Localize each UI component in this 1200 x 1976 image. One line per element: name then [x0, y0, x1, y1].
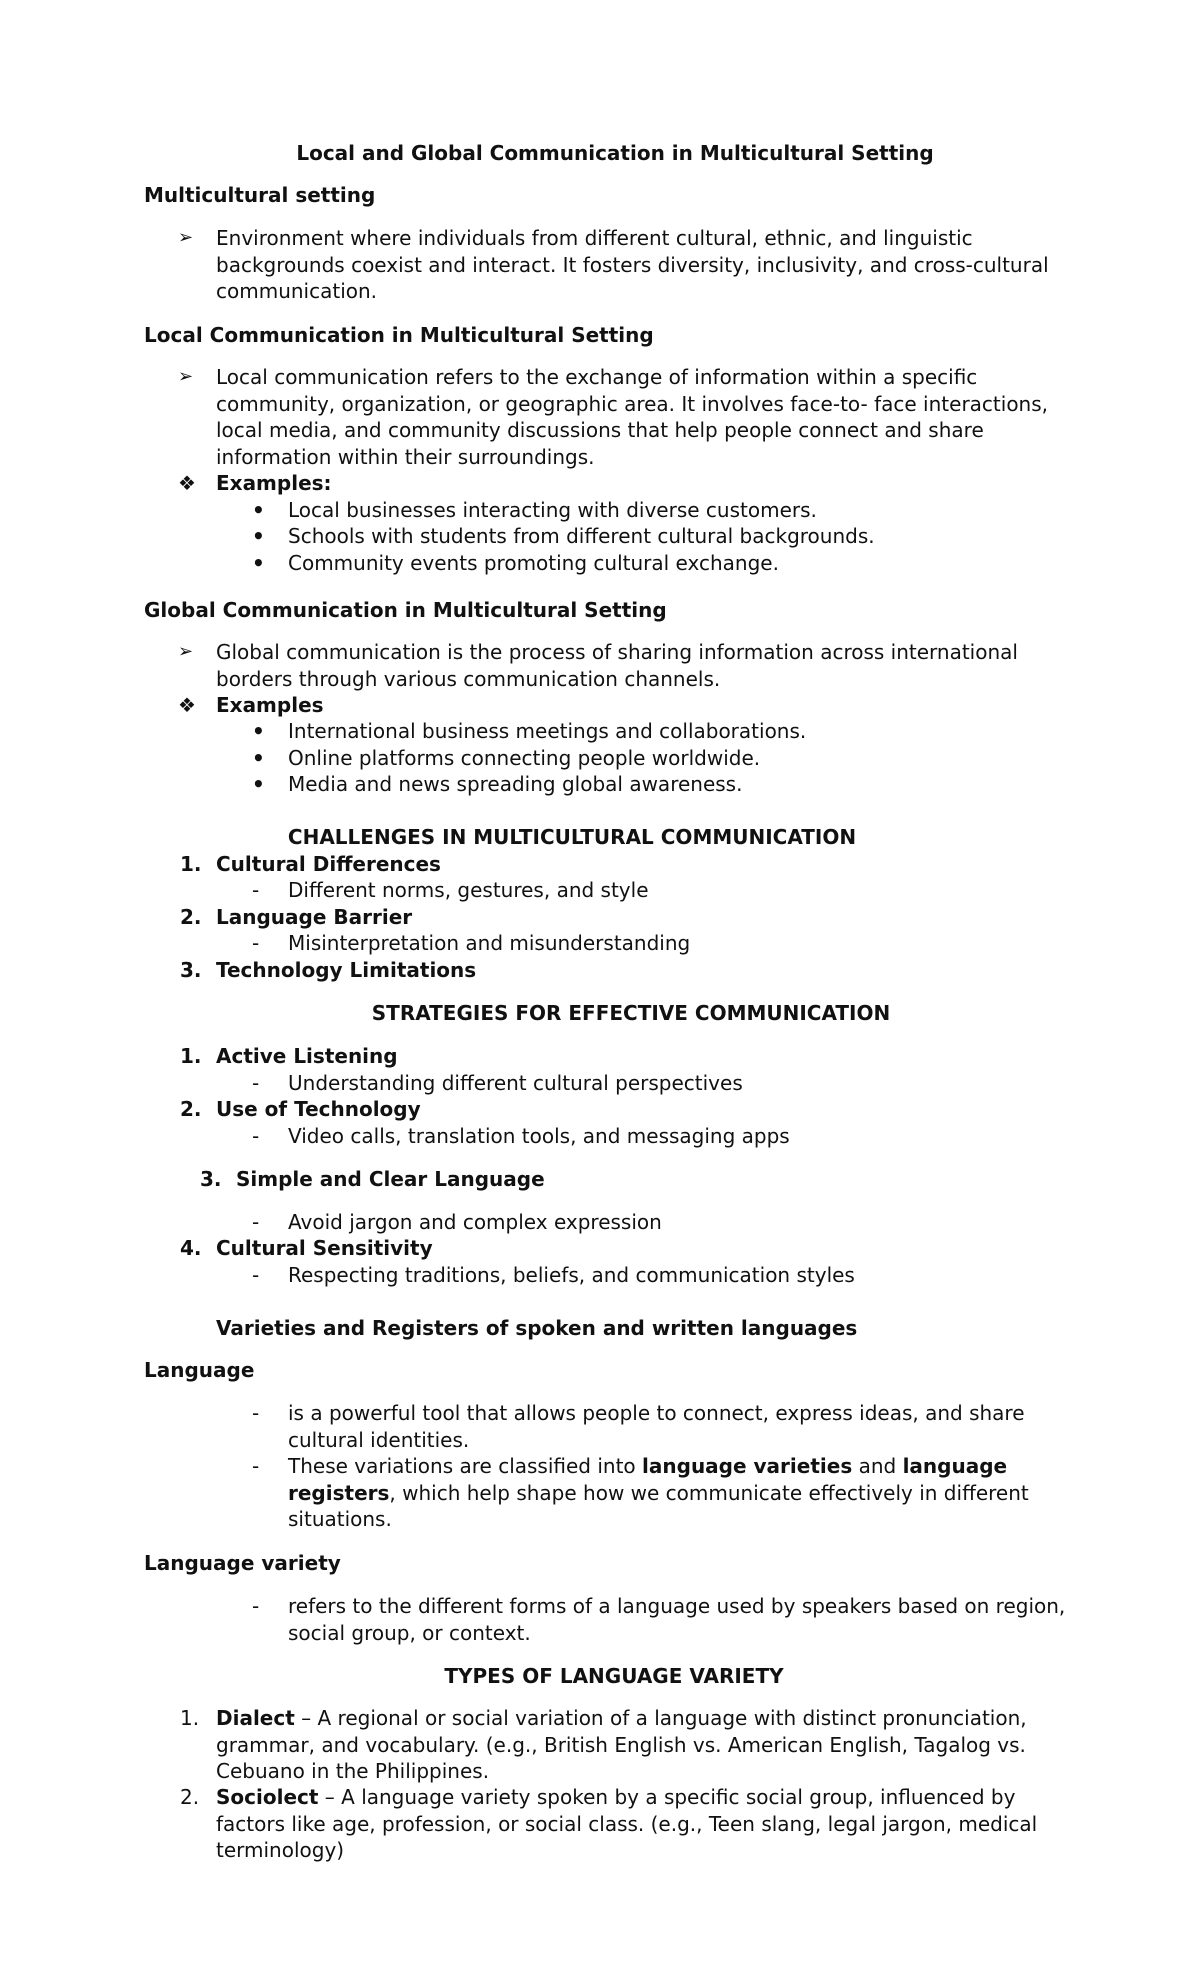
section-heading-global: Global Communication in Multicultural Setting — [144, 598, 667, 622]
local-example-item: Local businesses interacting with diverse customers. — [288, 498, 817, 522]
bullet-icon: • — [252, 746, 265, 770]
challenges-heading: CHALLENGES IN MULTICULTURAL COMMUNICATION — [287, 825, 857, 849]
bullet-icon: • — [252, 719, 265, 743]
arrow-bullet-icon: ➢ — [178, 641, 194, 662]
term-language-registers: language registers — [288, 1454, 1008, 1505]
bullet-icon: • — [252, 772, 265, 796]
list-number: 4. — [180, 1236, 202, 1260]
multicultural-definition: Environment where individuals from different cultural, ethnic, and linguistic backgrounds coexist and interact. It fosters diversity, inclusivity, and cross-cultural communication. — [216, 226, 1049, 303]
type-separator: – — [294, 1706, 318, 1730]
strategy-title: Use of Technology — [216, 1097, 421, 1121]
arrow-bullet-icon: ➢ — [178, 366, 194, 387]
dash-marker: - — [252, 878, 260, 902]
challenge-title: Technology Limitations — [216, 958, 477, 982]
strategy-detail: Respecting traditions, beliefs, and communication styles — [288, 1263, 855, 1287]
language-heading: Language — [144, 1358, 255, 1382]
text-span: and — [852, 1454, 903, 1478]
diamond-bullet-icon: ❖ — [178, 471, 196, 495]
varieties-heading: Varieties and Registers of spoken and written languages — [216, 1316, 858, 1340]
diamond-bullet-icon: ❖ — [178, 693, 196, 717]
type-term: Sociolect — [216, 1785, 319, 1809]
dash-marker: - — [252, 931, 260, 955]
type-term: Dialect — [216, 1706, 295, 1730]
challenge-detail: Different norms, gestures, and style — [288, 878, 649, 902]
strategy-title: Active Listening — [216, 1044, 398, 1068]
local-examples-label: Examples: — [216, 471, 332, 495]
list-number: 2. — [180, 1097, 202, 1121]
type-description: A regional or social variation of a language with distinct pronunciation, grammar, and vocabulary. (e.g., British English vs. American English, Tagalog vs. Cebuano in the Philippines. — [216, 1706, 1027, 1783]
bullet-icon: • — [252, 498, 265, 522]
type-item-dialect — [216, 1705, 1076, 1785]
section-heading-multicultural: Multicultural setting — [144, 183, 376, 207]
global-examples-label: Examples — [216, 693, 324, 717]
language-definition: is a powerful tool that allows people to connect, express ideas, and share cultural identities. — [288, 1401, 1025, 1452]
strategy-detail: Avoid jargon and complex expression — [288, 1210, 662, 1234]
list-number: 3. — [180, 958, 202, 982]
language-variety-heading: Language variety — [144, 1551, 341, 1575]
global-example-item: Online platforms connecting people worldwide. — [288, 746, 761, 770]
text-span: , which help shape how we communicate effectively in different situations. — [288, 1480, 1029, 1531]
local-example-item: Community events promoting cultural exchange. — [288, 551, 779, 575]
local-example-item: Schools with students from different cultural backgrounds. — [288, 524, 875, 548]
term-language-varieties: language varieties — [642, 1454, 853, 1478]
challenge-detail: Misinterpretation and misunderstanding — [288, 931, 691, 955]
bullet-icon: • — [252, 551, 265, 575]
bullet-icon: • — [252, 524, 265, 548]
strategy-title: Cultural Sensitivity — [216, 1236, 433, 1260]
global-example-item: Media and news spreading global awareness. — [288, 772, 743, 796]
language-variations-text — [288, 1453, 1078, 1533]
global-example-item: International business meetings and collaborations. — [288, 719, 807, 743]
type-separator: – — [318, 1785, 342, 1809]
dash-marker: - — [252, 1594, 260, 1618]
text-span: These variations are classified into — [288, 1454, 643, 1478]
list-number: 1. — [180, 1044, 202, 1068]
type-item-sociolect — [216, 1784, 1066, 1864]
arrow-bullet-icon: ➢ — [178, 227, 194, 248]
strategy-detail: Video calls, translation tools, and messaging apps — [288, 1124, 790, 1148]
section-heading-local: Local Communication in Multicultural Setting — [144, 323, 654, 347]
list-number: 2. — [180, 1785, 200, 1809]
challenge-title: Cultural Differences — [216, 852, 441, 876]
list-number: 3. — [200, 1167, 222, 1191]
page-title: Local and Global Communication in Multicultural Setting — [296, 141, 934, 165]
global-definition: Global communication is the process of sharing information across international borders through various communication channels. — [216, 640, 1018, 691]
dash-marker: - — [252, 1263, 260, 1287]
dash-marker: - — [252, 1401, 260, 1425]
strategy-title: Simple and Clear Language — [236, 1167, 545, 1191]
list-number: 2. — [180, 905, 202, 929]
list-number: 1. — [180, 852, 202, 876]
local-definition: Local communication refers to the exchange of information within a specific community, organization, or geographic area. It involves face-to- face interactions, local media, and community discussions that help people connect and share information within their surroundings. — [216, 365, 1049, 469]
types-heading: TYPES OF LANGUAGE VARIETY — [444, 1664, 784, 1688]
dash-marker: - — [252, 1071, 260, 1095]
dash-marker: - — [252, 1454, 260, 1478]
language-variety-definition: refers to the different forms of a language used by speakers based on region, social group, or context. — [288, 1594, 1066, 1645]
strategy-detail: Understanding different cultural perspectives — [288, 1071, 743, 1095]
challenge-title: Language Barrier — [216, 905, 413, 929]
dash-marker: - — [252, 1210, 260, 1234]
strategies-heading: STRATEGIES FOR EFFECTIVE COMMUNICATION — [371, 1001, 891, 1025]
list-number: 1. — [180, 1706, 200, 1730]
dash-marker: - — [252, 1124, 260, 1148]
type-description: A language variety spoken by a specific social group, influenced by factors like age, profession, or social class. (e.g., Teen slang, legal jargon, medical terminology) — [216, 1785, 1038, 1862]
